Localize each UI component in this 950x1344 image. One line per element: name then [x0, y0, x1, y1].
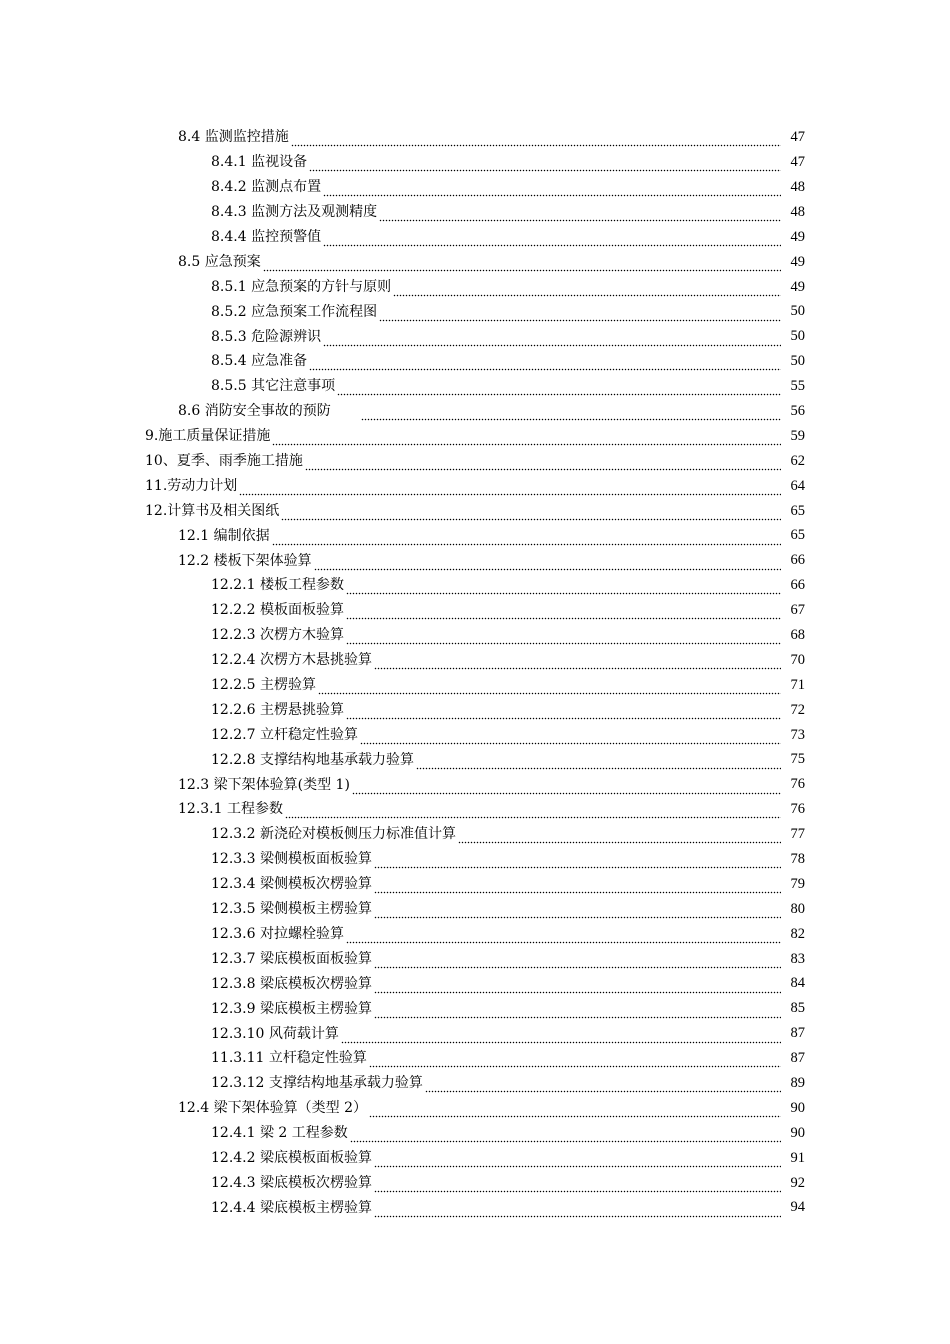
toc-entry-title[interactable]: 8.6 消防安全事故的预防 — [178, 403, 359, 420]
toc-entry[interactable] — [0, 548, 950, 573]
toc-entry-title[interactable]: 12.计算书及相关图纸 — [145, 502, 280, 519]
toc-entry-page-number[interactable]: 59 — [790, 427, 805, 444]
toc-entry[interactable] — [0, 573, 950, 598]
toc-entry-title[interactable]: 12.3.9 梁底模板主楞验算 — [211, 1000, 372, 1017]
toc-entry-page-number[interactable]: 67 — [790, 602, 805, 619]
toc-entry-page-number[interactable]: 90 — [790, 1099, 805, 1116]
toc-entry[interactable] — [0, 125, 950, 150]
toc-entry-page-number[interactable]: 83 — [790, 950, 805, 967]
toc-entry[interactable] — [0, 697, 950, 722]
toc-entry-page-number[interactable]: 82 — [790, 925, 805, 942]
toc-dot-leader — [305, 457, 781, 471]
toc-entry-page-number[interactable]: 64 — [790, 477, 805, 494]
toc-entry-title[interactable]: 12.2.4 次楞方木悬挑验算 — [211, 652, 372, 669]
toc-entry-page-number[interactable]: 62 — [790, 452, 805, 469]
toc-entry[interactable] — [0, 150, 950, 175]
toc-entry-title[interactable]: 12.3.4 梁侧模板次楞验算 — [211, 876, 372, 893]
toc-entry-title[interactable]: 12.4.4 梁底模板主楞验算 — [211, 1199, 372, 1216]
toc-entry[interactable] — [0, 473, 950, 498]
toc-dot-leader — [323, 333, 781, 347]
toc-dot-leader — [374, 656, 781, 670]
toc-dot-leader — [374, 955, 781, 969]
toc-entry[interactable] — [0, 523, 950, 548]
toc-entry[interactable] — [0, 872, 950, 897]
toc-dot-leader — [346, 606, 781, 620]
toc-dot-leader — [369, 1104, 781, 1118]
toc-dot-leader — [309, 158, 781, 172]
toc-entry[interactable] — [0, 399, 950, 424]
toc-entry-page-number[interactable]: 68 — [790, 627, 805, 643]
toc-entry-title[interactable]: 12.3.8 梁底模板次楞验算 — [211, 975, 372, 992]
toc-dot-leader — [323, 233, 781, 247]
toc-entry-page-number[interactable]: 50 — [790, 353, 805, 370]
toc-entry-page-number[interactable]: 49 — [790, 253, 805, 270]
toc-entry-title[interactable]: 12.2.6 主楞悬挑验算 — [211, 701, 344, 718]
toc-entry[interactable] — [0, 324, 950, 349]
toc-dot-leader — [291, 133, 781, 147]
toc-entry-title[interactable]: 12.1 编制依据 — [178, 527, 270, 544]
toc-dot-leader — [416, 756, 781, 770]
toc-entry[interactable] — [0, 797, 950, 822]
toc-entry[interactable] — [0, 1071, 950, 1096]
toc-dot-leader — [346, 581, 781, 595]
toc-entry[interactable] — [0, 200, 950, 225]
toc-entry-page-number[interactable]: 76 — [790, 801, 805, 818]
toc-entry[interactable] — [0, 498, 950, 523]
toc-entry-title[interactable]: 8.4.1 监视设备 — [211, 154, 308, 171]
toc-dot-leader — [285, 805, 781, 819]
toc-dot-leader — [272, 432, 781, 446]
toc-entry-title[interactable]: 8.5.1 应急预案的方针与原则 — [211, 278, 392, 295]
toc-entry-page-number[interactable]: 87 — [790, 1025, 805, 1042]
toc-entry-title[interactable]: 12.3.3 梁侧模板面板验算 — [211, 851, 372, 868]
toc-entry-title[interactable]: 8.5 应急预案 — [178, 253, 261, 270]
toc-entry[interactable] — [0, 299, 950, 324]
toc-dot-leader — [314, 557, 781, 571]
toc-dot-leader — [346, 930, 781, 944]
toc-dot-leader — [346, 706, 781, 720]
toc-entry-title[interactable]: 12.3.10 风荷载计算 — [211, 1025, 339, 1042]
toc-entry-title[interactable]: 8.4.3 监测方法及观测精度 — [211, 204, 378, 221]
toc-entry-page-number[interactable]: 70 — [790, 651, 805, 668]
toc-entry-page-number[interactable]: 85 — [790, 1000, 805, 1017]
toc-entry-title[interactable]: 12.2.7 立杆稳定性验算 — [211, 726, 358, 743]
toc-entry-title[interactable]: 12.4.1 梁 2 工程参数 — [211, 1125, 348, 1142]
toc-entry[interactable] — [0, 225, 950, 250]
toc-dot-leader — [374, 1005, 781, 1019]
toc-entry[interactable] — [0, 374, 950, 399]
toc-entry-page-number[interactable]: 75 — [790, 751, 805, 768]
toc-entry[interactable] — [0, 722, 950, 747]
toc-entry-title[interactable]: 8.5.5 其它注意事项 — [211, 378, 336, 395]
toc-entry-title[interactable]: 8.5.4 应急准备 — [211, 353, 308, 370]
toc-dot-leader — [350, 1129, 781, 1143]
toc-entry-title[interactable]: 12.3.5 梁侧模板主楞验算 — [211, 901, 372, 918]
toc-dot-leader — [263, 258, 781, 272]
toc-entry[interactable] — [0, 971, 950, 996]
toc-entry-page-number[interactable]: 94 — [790, 1199, 805, 1216]
toc-entry[interactable] — [0, 274, 950, 299]
toc-entry-page-number[interactable]: 89 — [790, 1075, 805, 1092]
toc-dot-leader — [374, 1154, 781, 1168]
toc-dot-leader — [379, 208, 781, 222]
toc-entry-title[interactable]: 12.3.2 新浇砼对模板侧压力标准值计算 — [211, 826, 456, 843]
toc-entry[interactable] — [0, 822, 950, 847]
toc-entry[interactable] — [0, 1146, 950, 1171]
toc-entry-page-number[interactable]: 47 — [790, 154, 805, 171]
toc-dot-leader — [239, 482, 781, 496]
toc-entry[interactable] — [0, 922, 950, 947]
toc-entry[interactable] — [0, 1021, 950, 1046]
toc-dot-leader — [379, 308, 781, 322]
toc-entry-page-number[interactable]: 49 — [790, 228, 805, 245]
toc-entry-page-number[interactable]: 80 — [790, 900, 805, 917]
toc-entry-page-number[interactable]: 66 — [790, 552, 805, 569]
toc-dot-leader — [337, 382, 781, 396]
toc-entry-title[interactable]: 8.4 监测监控措施 — [178, 129, 289, 146]
toc-entry-page-number[interactable]: 66 — [790, 577, 805, 594]
toc-entry[interactable] — [0, 772, 950, 797]
toc-entry-title[interactable]: 12.2.5 主楞验算 — [211, 677, 316, 694]
toc-entry-title[interactable]: 12.3.6 对拉螺栓验算 — [211, 925, 344, 942]
toc-entry[interactable] — [0, 1046, 950, 1071]
toc-entry-page-number[interactable]: 48 — [790, 178, 805, 195]
toc-dot-leader — [281, 507, 781, 521]
toc-entry-title[interactable]: 12.3.12 支撑结构地基承载力验算 — [211, 1075, 423, 1092]
toc-entry[interactable] — [0, 449, 950, 474]
toc-entry[interactable] — [0, 897, 950, 922]
toc-entry-page-number[interactable]: 71 — [790, 676, 805, 693]
toc-dot-leader — [323, 183, 781, 197]
toc-entry-title[interactable]: 10、夏季、雨季施工措施 — [145, 453, 303, 470]
toc-entry-title[interactable]: 12.3 梁下架体验算(类型 1) — [178, 776, 350, 793]
toc-dot-leader — [425, 1079, 781, 1093]
toc-entry[interactable] — [0, 349, 950, 374]
toc-entry-page-number[interactable]: 87 — [790, 1050, 805, 1067]
toc-dot-leader — [309, 357, 781, 371]
toc-entry-title[interactable]: 12.4.3 梁底模板次楞验算 — [211, 1174, 372, 1191]
toc-dot-leader — [393, 283, 781, 297]
toc-entry-page-number[interactable]: 78 — [790, 851, 805, 868]
toc-entry-title[interactable]: 8.4.4 监控预警值 — [211, 229, 322, 245]
toc-entry-title[interactable]: 12.3.1 工程参数 — [178, 801, 283, 818]
toc-entry-page-number[interactable]: 48 — [790, 203, 805, 220]
toc-entry-title[interactable]: 11.3.11 立杆稳定性验算 — [211, 1050, 367, 1067]
toc-dot-leader — [352, 781, 781, 795]
toc-entry[interactable] — [0, 623, 950, 648]
toc-dot-leader — [369, 1054, 781, 1068]
toc-entry-page-number[interactable]: 91 — [790, 1149, 805, 1166]
toc-entry-page-number[interactable]: 56 — [790, 402, 805, 419]
toc-dot-leader — [374, 980, 781, 994]
toc-dot-leader — [374, 1179, 781, 1193]
toc-dot-leader — [341, 1030, 781, 1044]
toc-entry-title[interactable]: 8.5.3 危险源辨识 — [211, 328, 322, 345]
toc-dot-leader — [318, 681, 781, 695]
toc-entry-page-number[interactable]: 90 — [790, 1124, 805, 1141]
toc-entry[interactable] — [0, 249, 950, 274]
toc-dot-leader — [346, 631, 781, 645]
toc-dot-leader — [272, 532, 781, 546]
toc-entry-page-number[interactable]: 79 — [790, 875, 805, 892]
toc-entry-page-number[interactable]: 65 — [790, 527, 805, 544]
toc-entry-title[interactable]: 12.4 梁下架体验算（类型 2） — [178, 1100, 367, 1117]
toc-entry-page-number[interactable]: 47 — [790, 129, 805, 146]
toc-dot-leader — [361, 407, 781, 421]
toc-dot-leader — [374, 905, 781, 919]
toc-dot-leader — [360, 731, 781, 745]
toc-entry-page-number[interactable]: 84 — [790, 975, 805, 992]
toc-entry-page-number[interactable]: 92 — [790, 1174, 805, 1191]
table-of-contents — [0, 125, 950, 1220]
toc-entry[interactable] — [0, 424, 950, 449]
toc-entry-title[interactable]: 12.2.1 楼板工程参数 — [211, 577, 344, 594]
toc-entry-title[interactable]: 8.5.2 应急预案工作流程图 — [211, 303, 378, 320]
toc-entry-page-number[interactable]: 55 — [790, 378, 805, 395]
toc-entry[interactable] — [0, 847, 950, 872]
toc-entry-page-number[interactable]: 65 — [790, 502, 805, 519]
toc-entry-title[interactable]: 12.4.2 梁底模板面板验算 — [211, 1149, 372, 1166]
toc-entry-page-number[interactable]: 72 — [790, 701, 805, 718]
toc-entry[interactable] — [0, 175, 950, 200]
toc-entry-title[interactable]: 8.4.2 监测点布置 — [211, 179, 322, 196]
toc-entry-title[interactable]: 12.2 楼板下架体验算 — [178, 552, 312, 569]
toc-dot-leader — [374, 855, 781, 869]
toc-entry-page-number[interactable]: 76 — [790, 776, 805, 793]
toc-entry[interactable] — [0, 1170, 950, 1195]
toc-entry-title[interactable]: 12.2.2 模板面板验算 — [211, 602, 344, 619]
toc-entry-page-number[interactable]: 50 — [790, 328, 805, 345]
toc-entry[interactable] — [0, 747, 950, 772]
toc-entry[interactable] — [0, 1121, 950, 1146]
toc-entry[interactable] — [0, 1096, 950, 1121]
toc-entry[interactable] — [0, 673, 950, 698]
toc-dot-leader — [374, 1204, 781, 1218]
toc-entry-title[interactable]: 11.劳动力计划 — [145, 477, 238, 494]
toc-entry[interactable] — [0, 946, 950, 971]
toc-entry-page-number[interactable]: 73 — [790, 726, 805, 743]
toc-entry-title[interactable]: 12.3.7 梁底模板面板验算 — [211, 950, 372, 967]
toc-entry-page-number[interactable]: 49 — [790, 278, 805, 295]
toc-entry-title[interactable]: 12.2.8 支撑结构地基承载力验算 — [211, 751, 414, 768]
toc-entry[interactable] — [0, 996, 950, 1021]
toc-entry-page-number[interactable]: 50 — [790, 303, 805, 320]
toc-dot-leader — [458, 830, 781, 844]
toc-entry[interactable] — [0, 598, 950, 623]
toc-entry-title[interactable]: 12.2.3 次楞方木验算 — [211, 627, 344, 644]
toc-entry[interactable] — [0, 1195, 950, 1220]
toc-entry-title[interactable]: 9.施工质量保证措施 — [145, 428, 271, 445]
toc-dot-leader — [374, 880, 781, 894]
toc-entry-page-number[interactable]: 77 — [790, 826, 805, 843]
toc-entry[interactable] — [0, 648, 950, 673]
